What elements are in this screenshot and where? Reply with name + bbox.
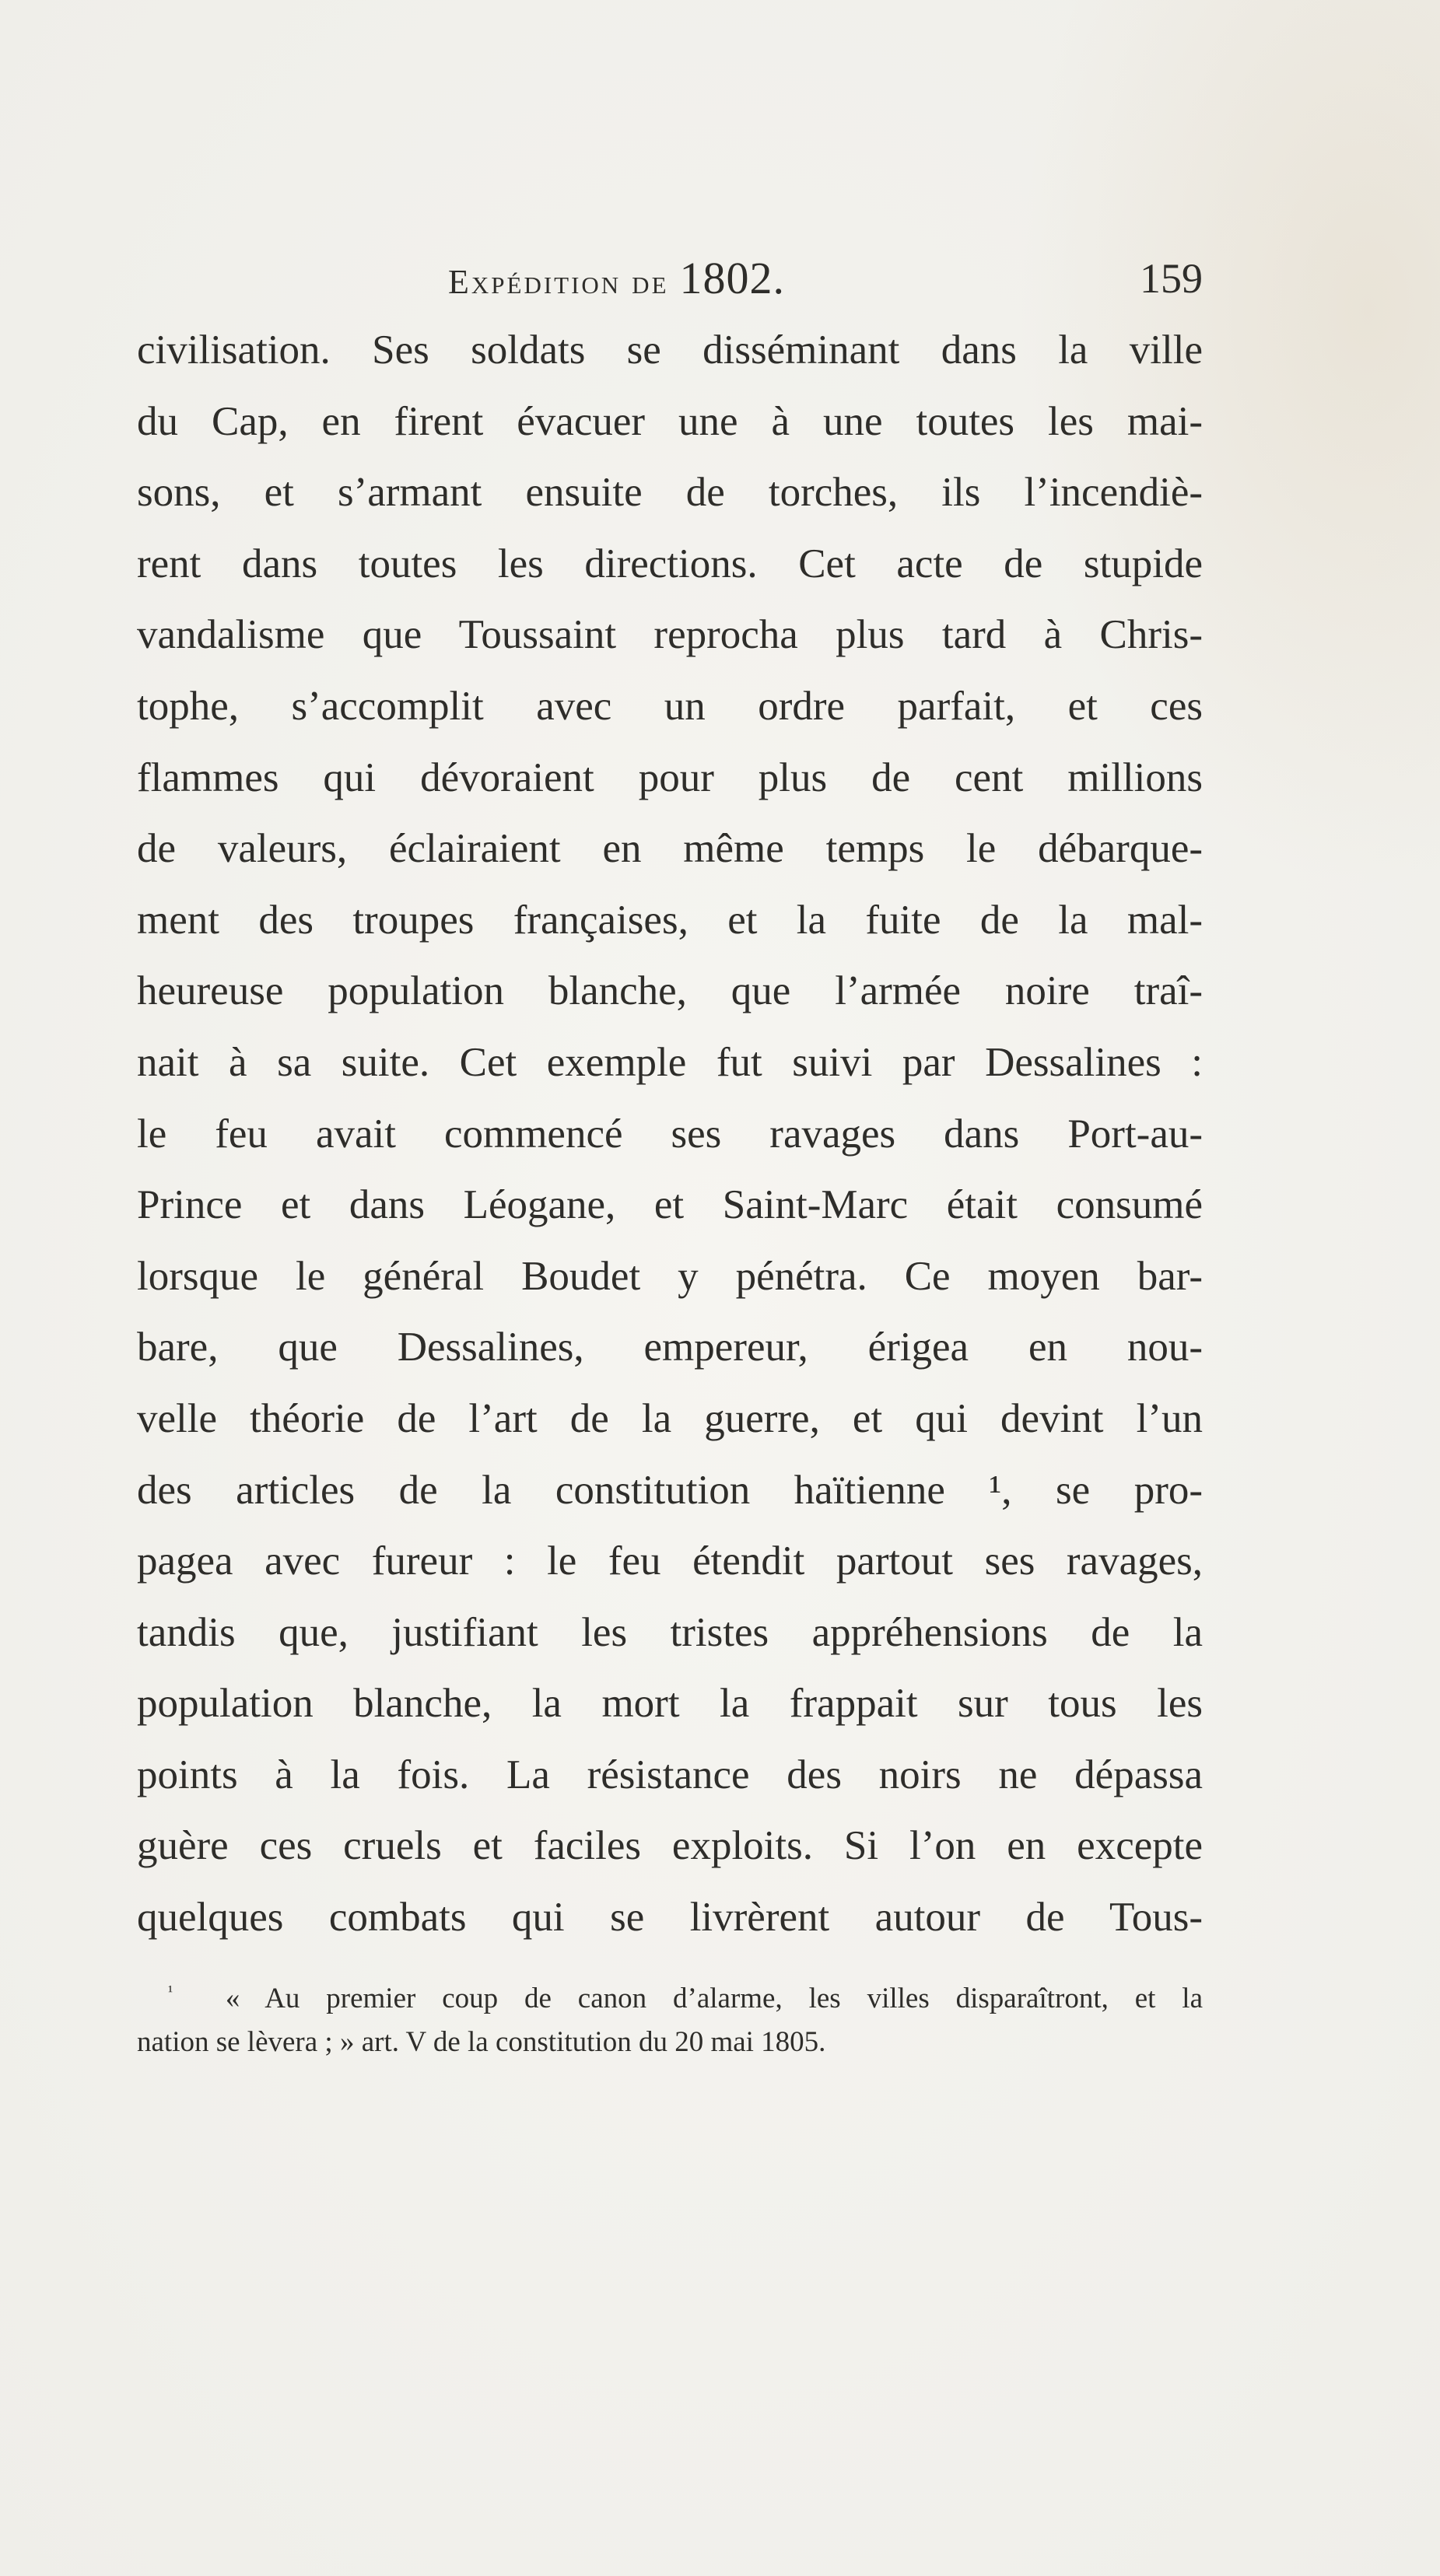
- body-text: [137, 315, 1203, 1954]
- text-line: guère ces cruels et faciles exploits. Si l’on en excepte: [137, 1823, 1203, 1869]
- footnote: [137, 1977, 1203, 2064]
- text-line: vandalisme que Toussaint reprocha plus tard à Chris-: [137, 612, 1203, 658]
- running-head: [137, 247, 1203, 310]
- footnote-marker: ¹: [168, 1983, 173, 2000]
- running-title-year: 1802.: [679, 253, 786, 303]
- text-line: le feu avait commencé ses ravages dans Port-au-: [137, 1111, 1203, 1157]
- text-line: du Cap, en firent évacuer une à une toutes les mai-: [137, 398, 1203, 444]
- footnote-text: « Au premier coup de canon d’alarme, les villes disparaîtront, et la: [225, 1983, 1203, 2014]
- text-line: lorsque le général Boudet y pénétra. Ce moyen bar-: [137, 1253, 1203, 1299]
- text-line: tandis que, justifiant les tristes appréhensions de la: [137, 1609, 1203, 1655]
- footnote-line: [137, 1977, 1203, 2021]
- text-line: des articles de la constitution haïtienne ¹, se pro-: [137, 1467, 1203, 1513]
- text-line: sons, et s’armant ensuite de torches, ils l’incendiè-: [137, 470, 1203, 516]
- text-line: bare, que Dessalines, empereur, érigea en nou-: [137, 1325, 1203, 1370]
- text-line: tophe, s’accomplit avec un ordre parfait, et ces: [137, 683, 1203, 729]
- text-line: velle théorie de l’art de la guerre, et qui devint l’un: [137, 1395, 1203, 1441]
- text-line: Prince et dans Léogane, et Saint-Marc était consumé: [137, 1182, 1203, 1228]
- text-line: heureuse population blanche, que l’armée noire traî-: [137, 968, 1203, 1014]
- page-number: 159: [1140, 255, 1203, 302]
- text-line: points à la fois. La résistance des noirs ne dépassa: [137, 1752, 1203, 1797]
- footnote-line: nation se lèvera ; » art. V de la constitution du 20 mai 1805.: [137, 2026, 826, 2058]
- text-line: rent dans toutes les directions. Cet acte de stupide: [137, 541, 1203, 586]
- text-line: de valeurs, éclairaient en même temps le débarque-: [137, 826, 1203, 872]
- running-title: [448, 247, 785, 313]
- text-line: pagea avec fureur : le feu étendit partout ses ravages,: [137, 1538, 1203, 1584]
- text-line: population blanche, la mort la frappait sur tous les: [137, 1681, 1203, 1727]
- running-title-text: Expédition de: [448, 263, 669, 301]
- text-line: ment des troupes françaises, et la fuite de la mal-: [137, 897, 1203, 943]
- text-line: flammes qui dévoraient pour plus de cent millions: [137, 754, 1203, 800]
- text-line: quelques combats qui se livrèrent autour de Tous-: [137, 1895, 1203, 1941]
- text-line: civilisation. Ses soldats se disséminant dans la ville: [137, 327, 1203, 373]
- text-line: nait à sa suite. Cet exemple fut suivi par Dessalines :: [137, 1039, 1203, 1085]
